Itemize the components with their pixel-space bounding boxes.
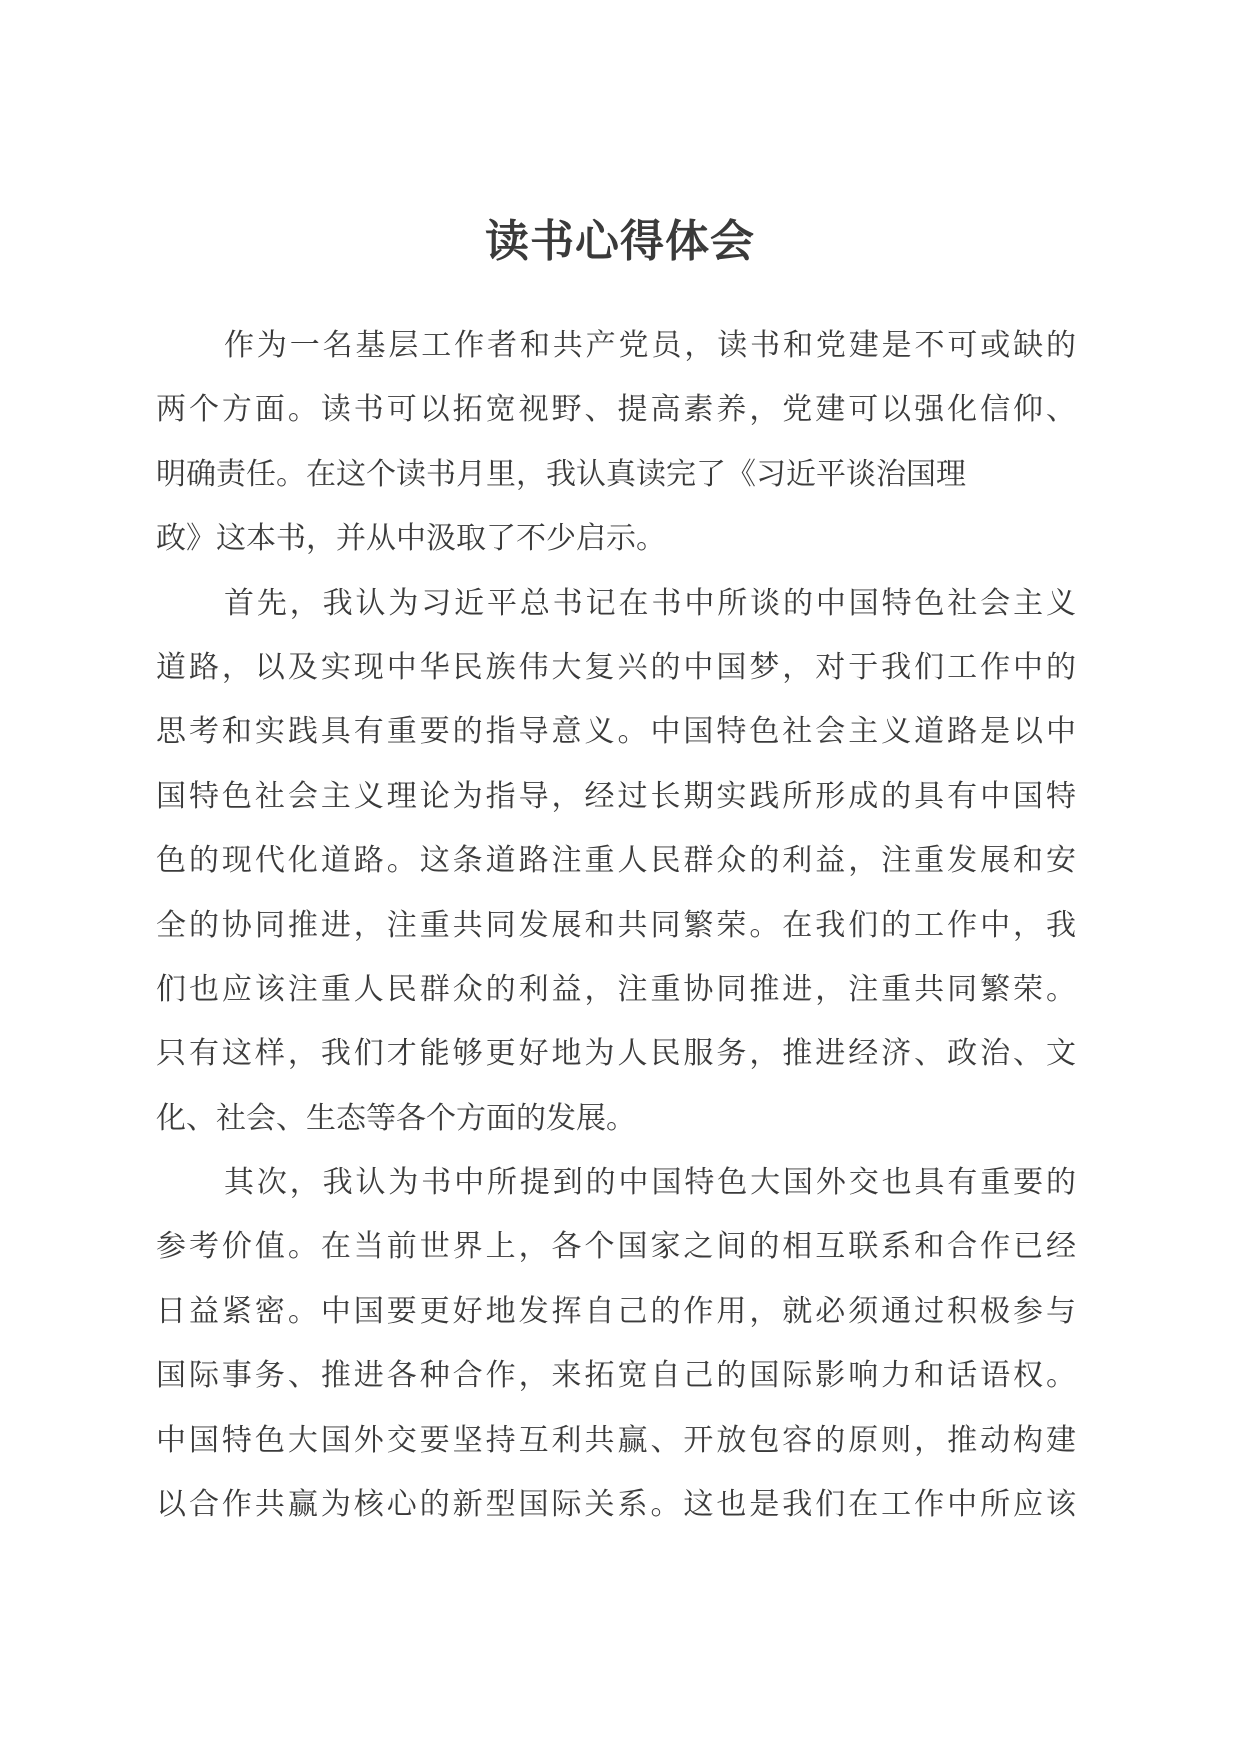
text-line: 首先，我认为习近平总书记在书中所谈的中国特色社会主义 — [224, 585, 1076, 621]
text-line: 只有这样，我们才能够更好地为人民服务，推进经济、政治、文 — [156, 1036, 1076, 1072]
text-line: 全的协同推进，注重共同发展和共同繁荣。在我们的工作中，我 — [156, 907, 1076, 943]
text-line: 国特色社会主义理论为指导，经过长期实践所形成的具有中国特 — [156, 778, 1076, 814]
text-line: 作为一名基层工作者和共产党员，读书和党建是不可或缺的 — [224, 328, 1076, 363]
text-line: 两个方面。读书可以拓宽视野、提高素养，党建可以强化信仰、 — [156, 392, 1076, 428]
text-line: 明确责任。在这个读书月里，我认真读完了《习近平谈治国理 — [156, 456, 966, 492]
text-line: 参考价值。在当前世界上，各个国家之间的相互联系和合作已经 — [156, 1229, 1076, 1265]
text-line: 以合作共赢为核心的新型国际关系。这也是我们在工作中所应该 — [156, 1487, 1076, 1523]
text-line: 道路，以及实现中华民族伟大复兴的中国梦，对于我们工作中的 — [156, 649, 1076, 685]
document-body — [156, 314, 1076, 1537]
text-line: 其次，我认为书中所提到的中国特色大国外交也具有重要的 — [224, 1165, 1076, 1201]
text-line: 化、社会、生态等各个方面的发展。 — [156, 1100, 636, 1136]
document-title: 读书心得体会 — [485, 216, 755, 267]
text-line: 政》这本书，并从中汲取了不少启示。 — [156, 521, 666, 557]
text-line: 思考和实践具有重要的指导意义。中国特色社会主义道路是以中 — [156, 714, 1076, 750]
text-line: 日益紧密。中国要更好地发挥自己的作用，就必须通过积极参与 — [156, 1293, 1076, 1329]
text-line: 国际事务、推进各种合作，来拓宽自己的国际影响力和话语权。 — [156, 1358, 1076, 1394]
text-line: 中国特色大国外交要坚持互利共赢、开放包容的原则，推动构建 — [156, 1422, 1076, 1458]
text-line: 色的现代化道路。这条道路注重人民群众的利益，注重发展和安 — [156, 843, 1076, 879]
text-line: 们也应该注重人民群众的利益，注重协同推进，注重共同繁荣。 — [156, 971, 1076, 1007]
